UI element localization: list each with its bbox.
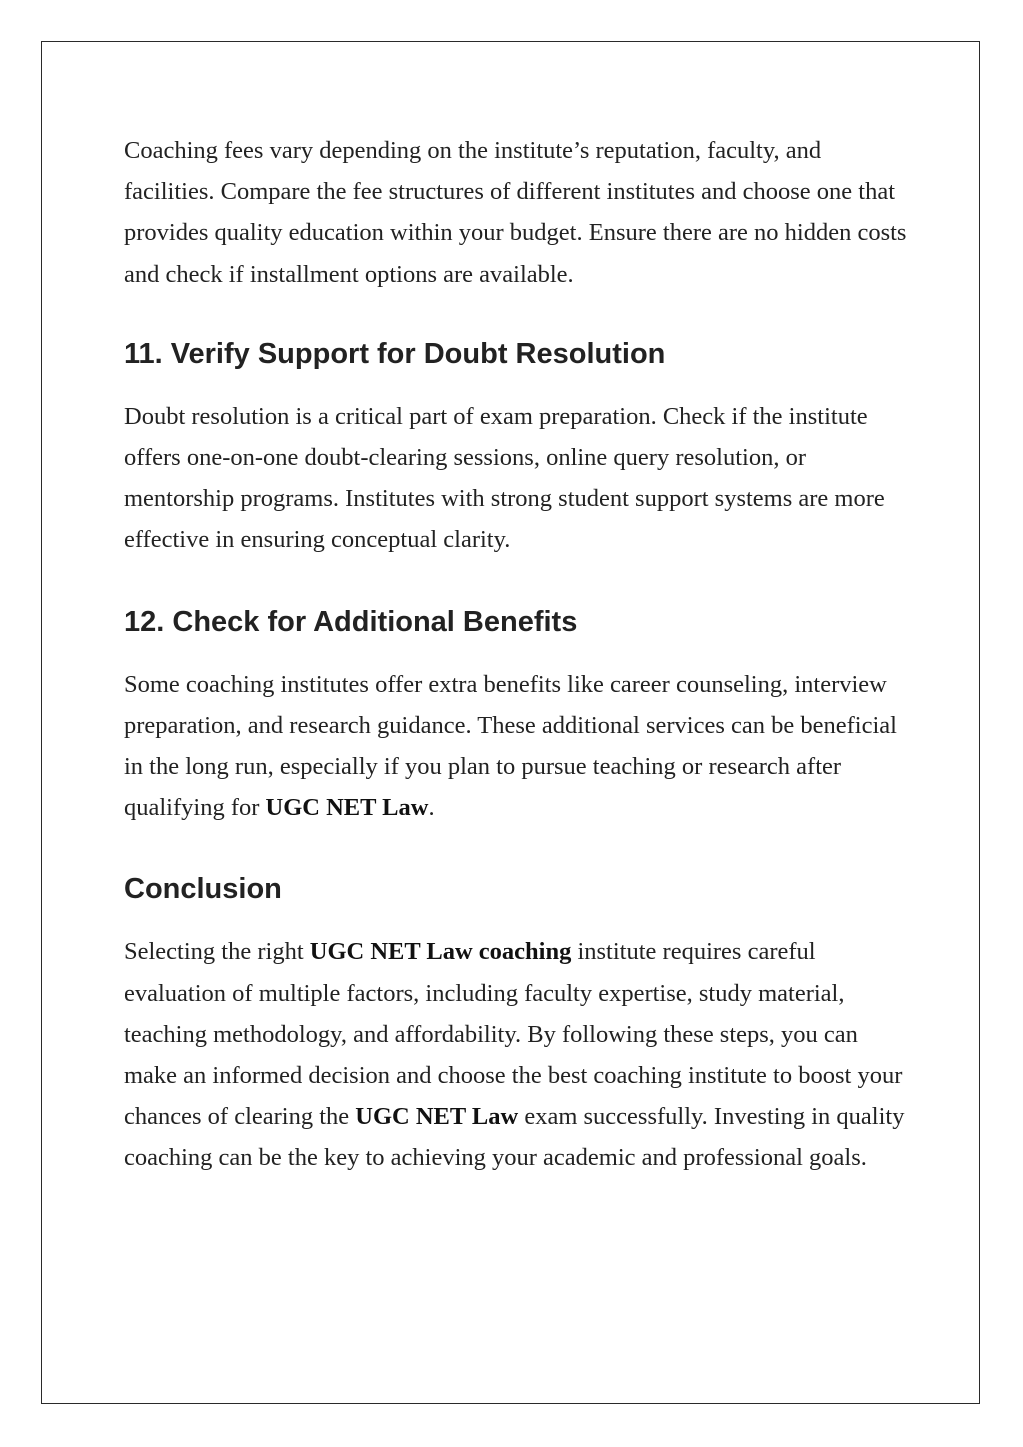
intro-paragraph: Coaching fees vary depending on the institute’s reputation, faculty, and facilities. Compare the fee structures of different institutes and choose one that provides quality education within your budget. Ensure there are no hidden costs and check if installment options are available. xyxy=(124,137,907,288)
conclusion-paragraph xyxy=(124,931,914,1178)
section-12-paragraph xyxy=(124,664,914,829)
conclusion-bold-term-1: UGC NET Law coaching xyxy=(309,938,572,966)
conclusion-bold-term-2: UGC NET Law xyxy=(355,1103,519,1131)
conclusion-text-part1: Selecting the right xyxy=(124,938,310,966)
section-12-heading: 12. Check for Additional Benefits xyxy=(124,605,578,638)
section-12-text-part1: Some coaching institutes offer extra benefits like career counseling, interview preparation, and research guidance. These additional services can be beneficial in the long run, especially if you plan to pursue teaching or research after qualifying for xyxy=(124,670,897,822)
conclusion-text-part2: institute requires careful evaluation of multiple factors, including faculty expertise, study material, teaching methodology, and affordability. By following these steps, you can make an informed decision and choose the best coaching institute to boost your chances of clearing the xyxy=(124,938,903,1131)
section-11-heading: 11. Verify Support for Doubt Resolution xyxy=(124,337,666,370)
conclusion-heading: Conclusion xyxy=(124,873,282,906)
section-12-text-part2: . xyxy=(428,794,435,822)
section-12-bold-term: UGC NET Law xyxy=(265,794,429,822)
section-11-paragraph: Doubt resolution is a critical part of exam preparation. Check if the institute offers one-on-one doubt-clearing sessions, online query resolution, or mentorship programs. Institutes with strong student support systems are more effective in ensuring conceptual clarity. xyxy=(124,402,885,554)
conclusion-text-part3: exam successfully. Investing in quality coaching can be the key to achieving your academic and professional goals. xyxy=(124,1103,905,1172)
document-body xyxy=(124,130,914,1179)
